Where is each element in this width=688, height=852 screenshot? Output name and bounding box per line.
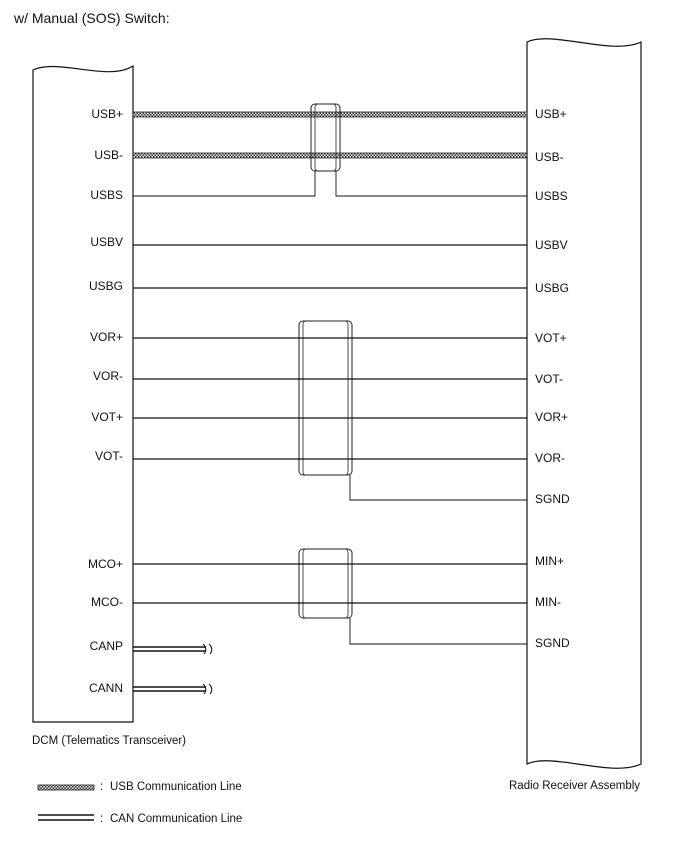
usb-plus-wire: [133, 112, 527, 117]
voice-sgnd-wire: [350, 475, 527, 500]
dcm-label: DCM (Telematics Transceiver): [32, 735, 186, 747]
right-pin-vot-minus: VOT-: [535, 372, 564, 386]
left-pin-cann: CANN: [88, 681, 123, 695]
usb-minus-wire: [133, 153, 527, 158]
voice-shield-inner: [303, 321, 348, 475]
radio-receiver-label: Radio Receiver Assembly: [509, 780, 641, 792]
dcm-body: [33, 66, 133, 722]
right-pin-sgnd-mic: SGND: [535, 636, 570, 650]
right-pin-vor-plus: VOR+: [535, 410, 569, 424]
radio-receiver-body: [527, 39, 641, 769]
usbs-wire-right: [336, 171, 527, 196]
right-pin-vot-plus: VOT+: [535, 331, 567, 345]
voice-shield: [299, 321, 352, 475]
right-pin-vor-minus: VOR-: [535, 451, 565, 465]
left-pin-canp: CANP: [89, 639, 123, 653]
left-pin-vot-plus: VOT+: [91, 410, 123, 424]
usbs-wire: [133, 171, 315, 196]
left-pin-usbv: USBV: [90, 235, 123, 249]
right-pin-usbv: USBV: [535, 238, 568, 252]
right-pin-usb-minus: USB-: [535, 150, 564, 164]
right-pin-usbg: USBG: [535, 281, 570, 295]
mic-shield-inner: [303, 549, 348, 618]
mic-shield: [299, 549, 352, 618]
canp-wire: [133, 644, 212, 654]
left-pin-usb-plus: USB+: [91, 107, 123, 121]
right-pin-min-minus: MIN-: [535, 595, 561, 609]
legend-usb-prefix: :: [100, 781, 104, 793]
mic-sgnd-wire: [350, 618, 527, 644]
left-pin-usb-minus: USB-: [94, 148, 123, 162]
diagram-title: w/ Manual (SOS) Switch:: [14, 10, 170, 26]
right-pin-min-plus: MIN+: [535, 554, 565, 568]
left-pin-mco-plus: MCO+: [87, 557, 123, 571]
right-pin-sgnd-voice: SGND: [535, 492, 570, 506]
left-pin-vot-minus: VOT-: [94, 449, 123, 463]
left-pin-vor-plus: VOR+: [89, 330, 123, 344]
legend-can-swatch: [38, 815, 94, 820]
legend-can-label: CAN Communication Line: [110, 813, 243, 825]
legend-usb-label: USB Communication Line: [110, 781, 242, 793]
cann-wire: [133, 684, 212, 694]
left-pin-vor-minus: VOR-: [93, 369, 123, 383]
left-pin-mco-minus: MCO-: [91, 595, 123, 609]
legend-usb-swatch: [38, 785, 94, 790]
legend-can-prefix: :: [100, 813, 104, 825]
left-pin-usbs: USBS: [90, 188, 123, 202]
right-pin-usb-plus: USB+: [535, 107, 567, 121]
left-pin-usbg: USBG: [88, 279, 123, 293]
right-pin-usbs: USBS: [535, 189, 568, 203]
